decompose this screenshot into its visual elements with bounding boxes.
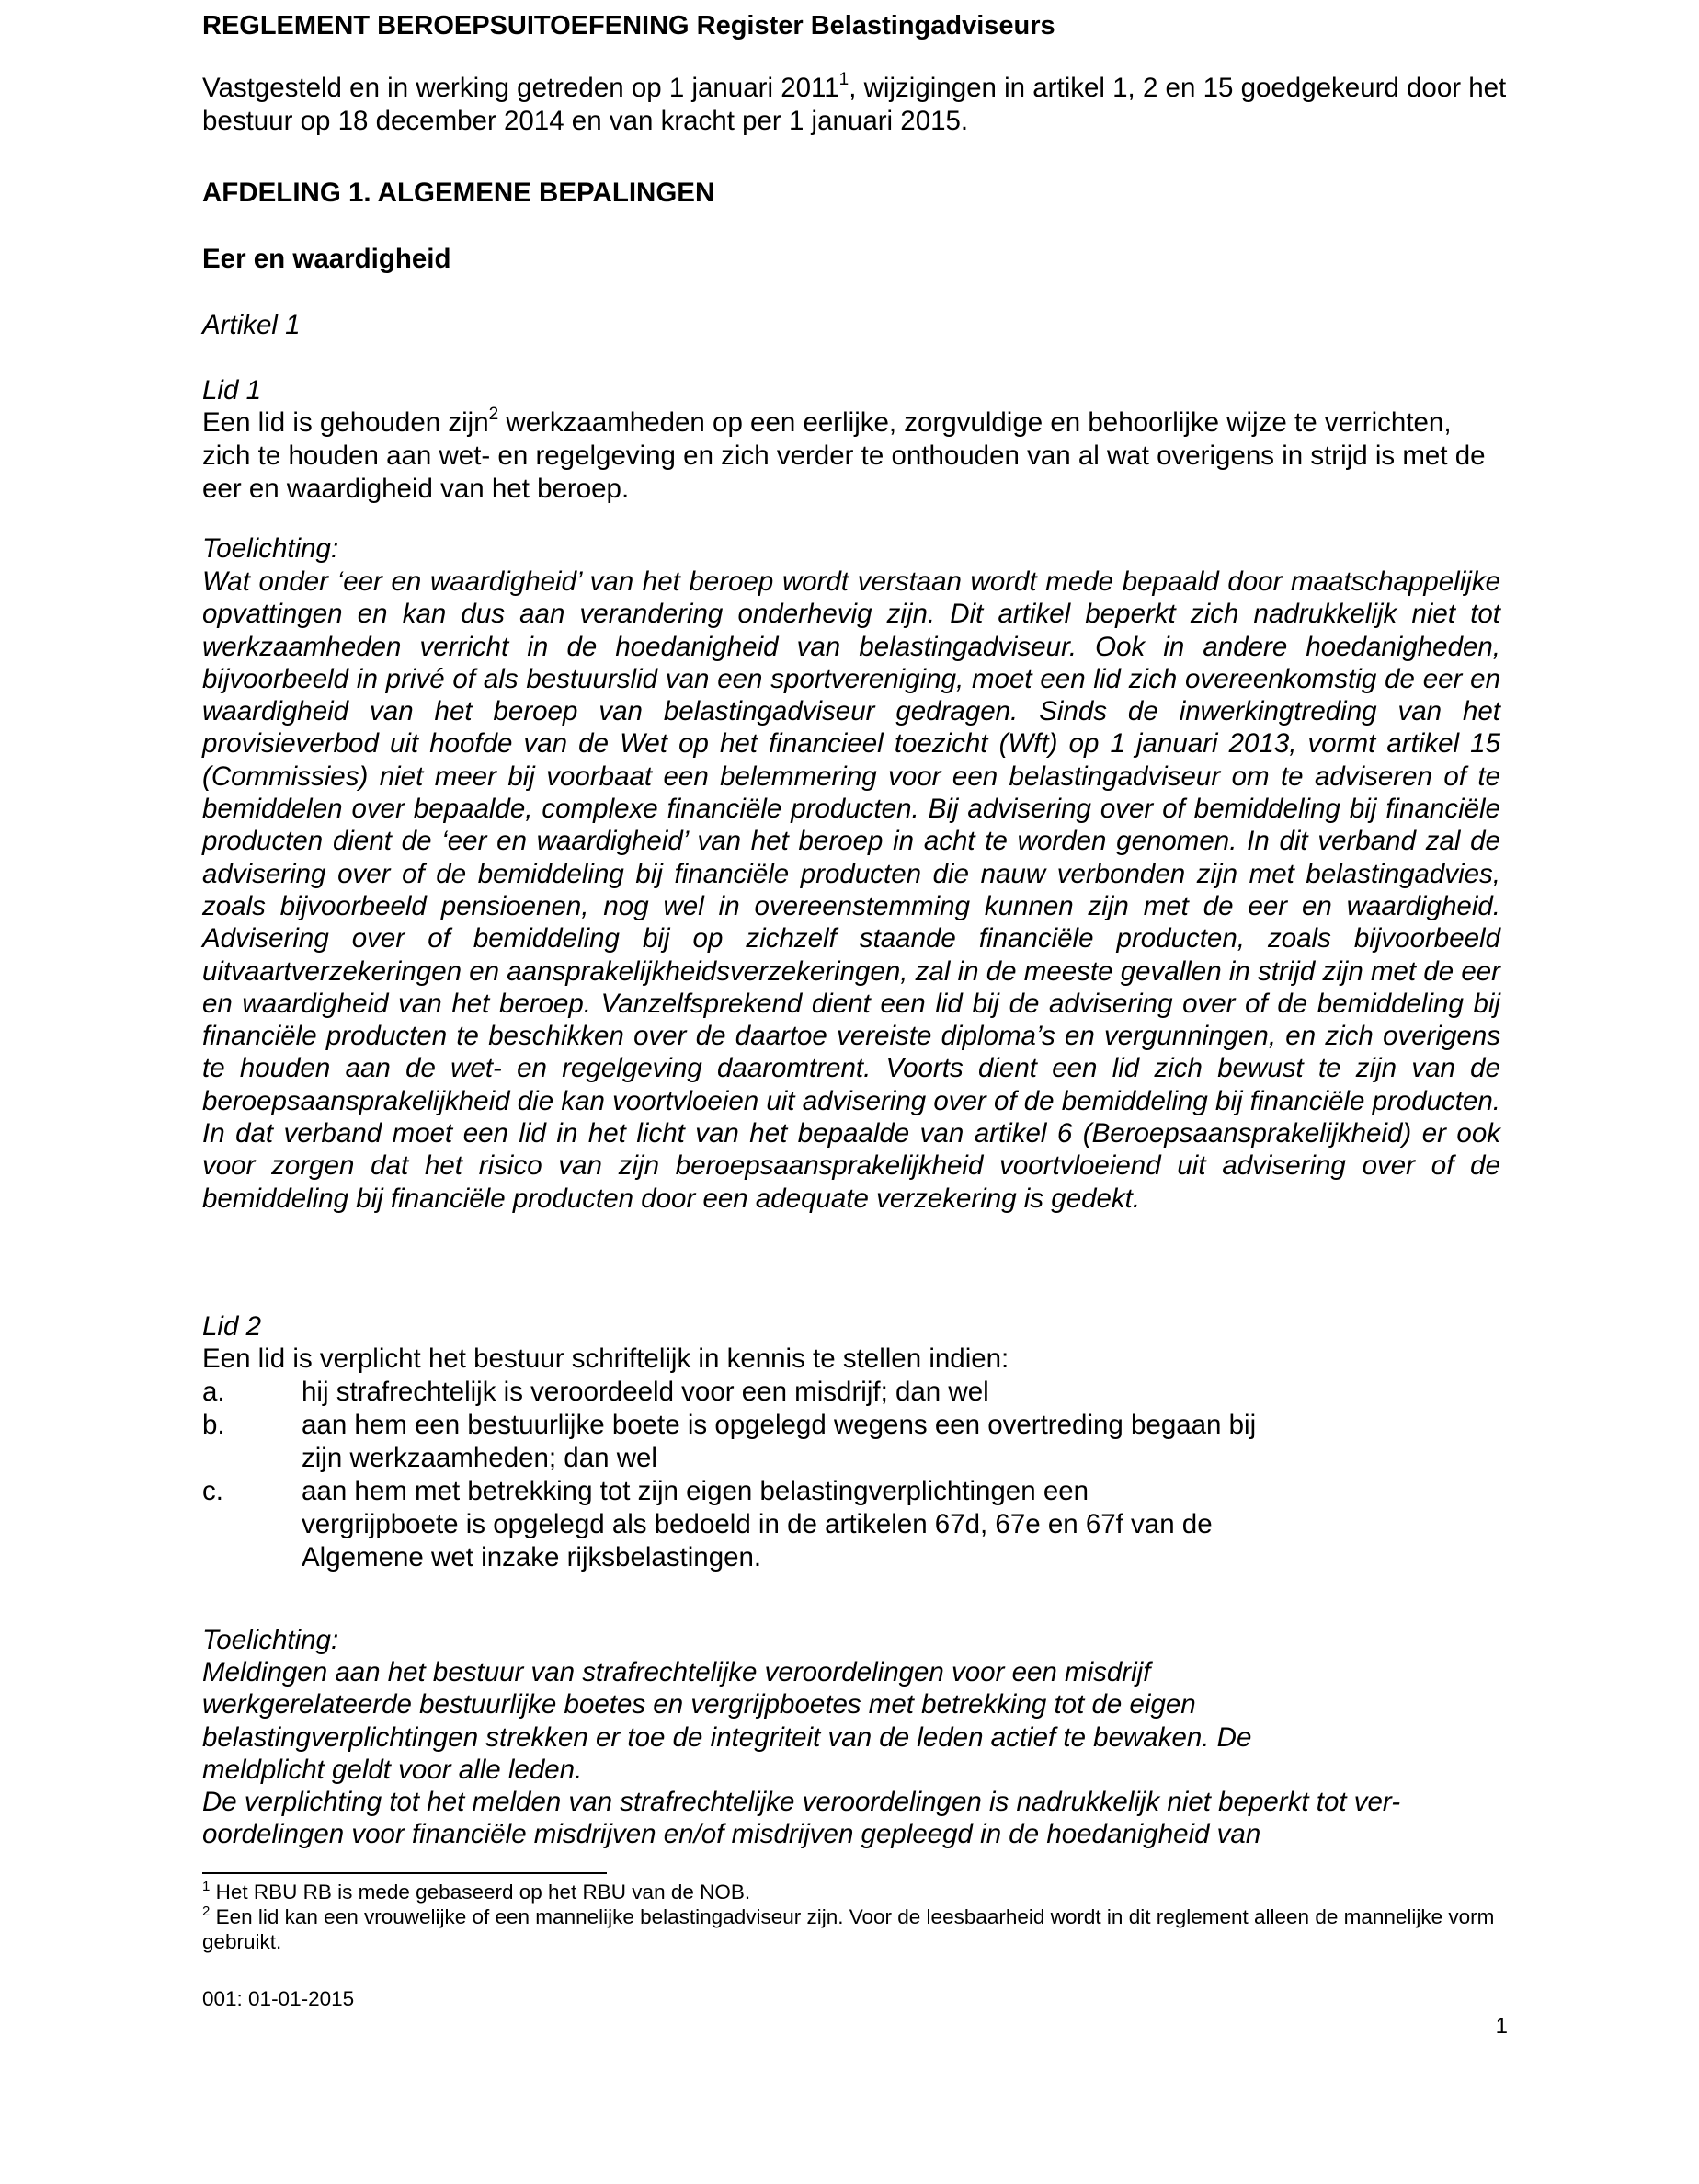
lid1-toelichting-label: Toelichting:: [202, 533, 339, 564]
section-heading: AFDELING 1. ALGEMENE BEPALINGEN: [202, 177, 715, 208]
list-item-line: aan hem met betrekking tot zijn eigen belastingverplichtingen een: [302, 1476, 1089, 1506]
lid1-toelichting-text: Wat onder ‘eer en waardigheid’ van het beroep wordt verstaan wordt mede bepaald door maatschappelijke opvattingen en kan dus aan verandering onderhevig zijn. Dit artikel beperkt zich nadrukkelijk niet tot werkzaamheden verricht in de hoedanigheid van belastingadviseur. Ook in andere hoedanigheden, bijvoorbeeld in privé of als bestuurslid van een sportvereniging, moet een lid zich overeenkomstig de eer en waardigheid van het beroep van belastingadviseur gedragen. Sinds de inwerkingtreding van het provisieverbod uit hoofde van de Wet op het financieel toezicht (Wft) op 1 januari 2013, vormt artikel 15 (Commissies) niet meer bij voorbaat een belemmering voor een belastingadviseur om te adviseren of te bemiddelen over bepaalde, complexe financiële producten. Bij advisering over of bemiddeling bij financiële producten dient de ‘eer en waardigheid’ van het beroep in acht te worden genomen. In dit verband zal de advisering over of de bemiddeling bij financiële producten die nauw verbonden zijn met belastingadvies, zoals bijvoorbeeld pensioenen, nog wel in overeenstemming kunnen zijn met de eer en waardigheid. Advisering over of bemiddeling bij op zichzelf staande financiële producten, zoals bijvoorbeeld uitvaartverzekeringen en aansprakelijkheidsverzekeringen, zal in de meeste gevallen in strijd zijn met de eer en waardigheid van het beroep. Vanzelfsprekend dient een lid bij de advisering over of de bemiddeling bij financiële producten te beschikken over de daartoe vereiste diploma’s en vergunningen, en zich overigens te houden aan de wet- en regelgeving daaromtrent. Voorts dient een lid zich bewust te zijn van de beroepsaansprakelijkheid die kan voortvloeien uit advisering over of de bemiddeling bij financiële producten. In dat verband moet een lid in het licht van het bepaalde van artikel 6 (Beroepsaansprakelijkheid) er ook voor zorgen dat het risico van zijn beroepsaansprakelijkheid voortvloeiend uit advisering over of de bemiddeling bij financiële producten door een adequate verzekering is gedekt.: [202, 566, 1500, 1214]
lid2-intro: Een lid is verplicht het bestuur schriftelijk in kennis te stellen indien:: [202, 1344, 1009, 1374]
footnote-2-text: Een lid kan een vrouwelijke of een mannelijke belastingadviseur zijn. Voor de leesbaarheid wordt in dit reglement alleen de mannelijke vorm gebruikt.: [202, 1905, 1495, 1953]
page-number: 1: [1495, 2014, 1508, 2039]
list-item-line: aan hem een bestuurlijke boete is opgelegd wegens een overtreding begaan bij: [302, 1410, 1257, 1440]
list-item-line: Algemene wet inzake rijksbelastingen.: [302, 1542, 762, 1572]
footnote-1-ref: 1: [202, 1878, 211, 1894]
toelichting-line: oordelingen voor financiële misdrijven en/of misdrijven gepleegd in de hoedanigheid van: [202, 1819, 1261, 1850]
list-marker: c.: [202, 1476, 223, 1506]
list-item-c: [202, 1475, 1351, 1574]
list-item-line: vergrijpboete is opgelegd als bedoeld in de artikelen 67d, 67e en 67f van de: [302, 1509, 1213, 1539]
list-item-a: [202, 1376, 1351, 1409]
lid2-list: [202, 1376, 1351, 1574]
document-page: [202, 0, 1508, 2184]
intro-paragraph: [202, 72, 1508, 138]
lid1-text-part2: werkzaamheden op een eerlijke, zorgvuldige en behoorlijke wijze te verrichten, zich te houden aan wet- en regelgeving en zich verder te onthouden van al wat overigens in strijd is met de eer en waardigheid van het beroep.: [202, 407, 1486, 504]
toelichting-line: De verplichting tot het melden van strafrechtelijke veroordelingen is nadrukkelijk niet beperkt tot ver-: [202, 1787, 1401, 1818]
artikel-label: Artikel 1: [202, 310, 301, 340]
list-marker: a.: [202, 1377, 225, 1407]
document-title: REGLEMENT BEROEPSUITOEFENING Register Belastingadviseurs: [202, 11, 1055, 40]
footnotes: [202, 1880, 1499, 1954]
footnote-ref-1[interactable]: 1: [838, 70, 850, 90]
lid1-label: Lid 1: [202, 375, 261, 406]
intro-text-part1: Vastgesteld en in werking getreden op 1 januari 2011: [202, 73, 839, 103]
toelichting-line: belastingverplichtingen strekken er toe de integriteit van de leden actief te bewaken. De: [202, 1721, 1252, 1753]
lid1-text-part1: Een lid is gehouden zijn: [202, 407, 489, 438]
list-item-line: zijn werkzaamheden; dan wel: [302, 1443, 657, 1473]
footnote-ref-2[interactable]: 2: [488, 405, 499, 425]
footnote-separator: [202, 1872, 607, 1874]
list-item-b: [202, 1409, 1351, 1475]
subheading: Eer en waardigheid: [202, 244, 451, 274]
lid2-toelichting-label: Toelichting:: [202, 1625, 339, 1655]
lid2-toelichting-text: [202, 1656, 1400, 1851]
lid1-text: [202, 406, 1499, 506]
intro-text-part2: , wijzigingen in artikel 1, 2 en 15 goedgekeurd door het bestuur op 18 december 2014 en van kracht per 1 januari 2015.: [202, 73, 1507, 136]
lid2-label: Lid 2: [202, 1311, 261, 1342]
list-item-line: hij strafrechtelijk is veroordeeld voor een misdrijf; dan wel: [302, 1377, 989, 1407]
footnote-2-ref: 2: [202, 1903, 211, 1919]
footer-version-code: 001: 01-01-2015: [202, 1987, 355, 2010]
list-marker: b.: [202, 1410, 225, 1440]
footnote-1-text: Het RBU RB is mede gebaseerd op het RBU van de NOB.: [210, 1881, 751, 1904]
toelichting-line: meldplicht geldt voor alle leden.: [202, 1754, 583, 1785]
footnote-1: [202, 1880, 1499, 1904]
toelichting-line: werkgerelateerde bestuurlijke boetes en vergrijpboetes met betrekking tot de eigen: [202, 1689, 1196, 1721]
list-item-text: [302, 1475, 1351, 1574]
toelichting-line: Meldingen aan het bestuur van strafrechtelijke veroordelingen voor een misdrijf: [202, 1657, 1151, 1687]
list-item-text: [302, 1376, 1351, 1409]
list-item-text: [302, 1409, 1351, 1475]
footnote-2: [202, 1904, 1499, 1954]
